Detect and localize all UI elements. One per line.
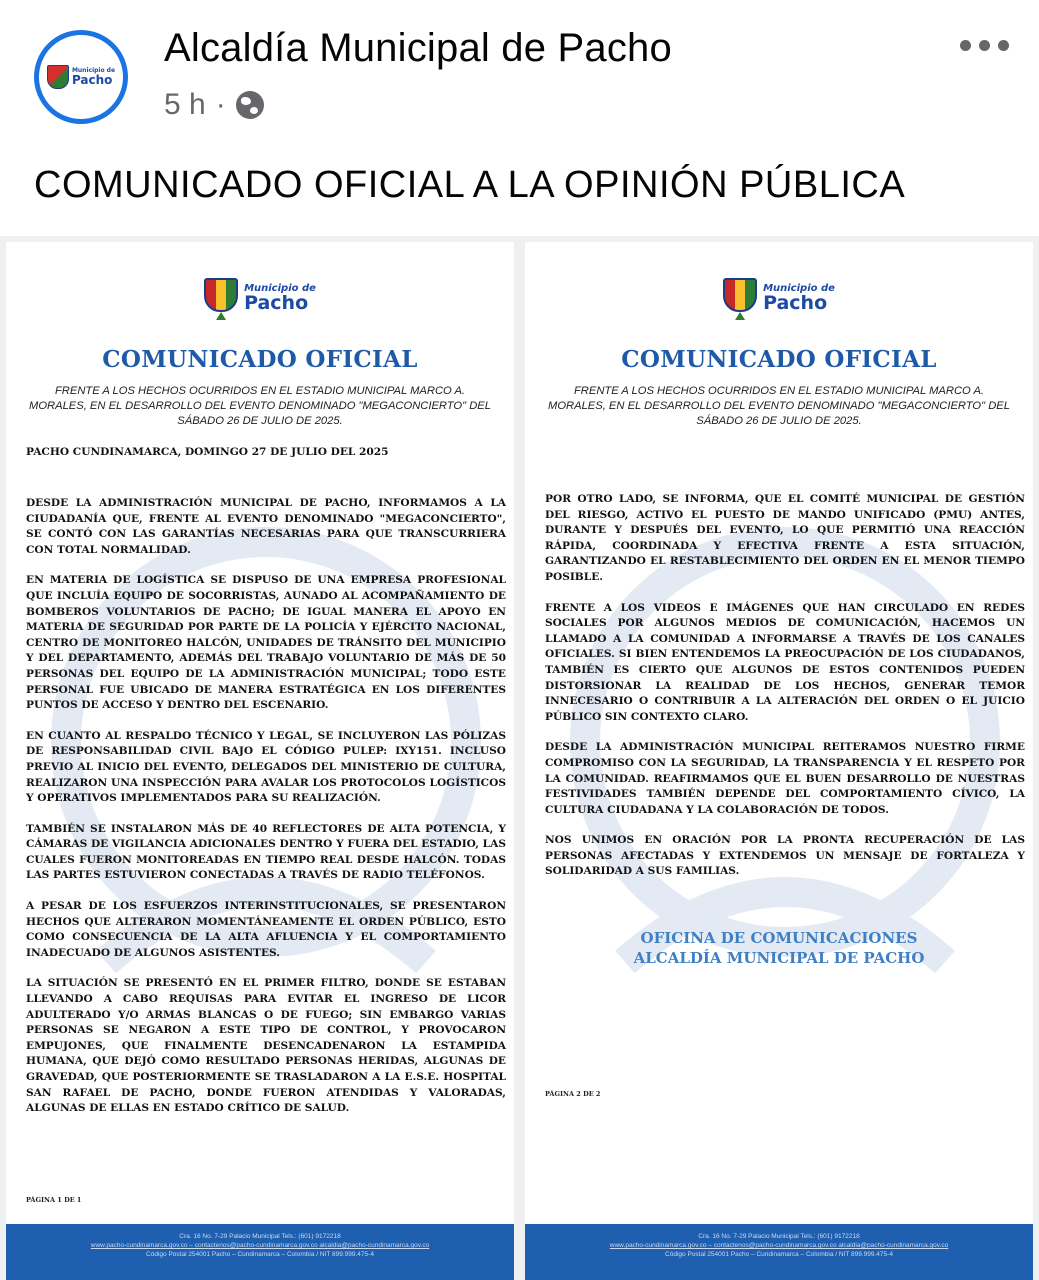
more-options-button[interactable] xyxy=(960,40,1009,51)
document-logo xyxy=(525,278,1033,318)
document-page-2[interactable] xyxy=(525,242,1033,1280)
document-title: COMUNICADO OFICIAL xyxy=(621,346,937,373)
more-dot-icon xyxy=(960,40,971,51)
coat-of-arms-icon xyxy=(47,65,69,89)
document-footer xyxy=(525,1224,1033,1280)
avatar-logo-small: Municipio de xyxy=(71,67,116,74)
document-body xyxy=(545,492,1025,895)
signature-line-2: ALCALDÍA MUNICIPAL DE PACHO xyxy=(633,949,925,967)
footer-links: www.pacho-cundinamarca.gov.co – contactenos@pacho-cundinamarca.gov.co alcaldia@pacho-cundinamarca.gov.co xyxy=(90,1242,430,1249)
document-subtitle: FRENTE A LOS HECHOS OCURRIDOS EN EL ESTADIO MUNICIPAL MARCO A. MORALES, EN EL DESARROLLO DEL EVENTO DENOMINADO "MEGACONCIERTO" DEL SÁBADO 26 DE JULIO DE 2025. xyxy=(548,385,1010,427)
more-dot-icon xyxy=(979,40,990,51)
post-time[interactable]: 5 h xyxy=(164,88,206,121)
page-name-link[interactable]: Alcaldía Municipal de Pacho xyxy=(164,26,672,70)
body-paragraph: EN MATERIA DE LOGÍSTICA SE DISPUSO DE UNA EMPRESA PROFESIONAL QUE INCLUÍA EQUIPO DE SOCORRISTAS, AUNADO AL ACOMPAÑAMIENTO DE BOMBEROS VOLUNTARIOS DE PACHO; DE IGUAL MANERA EL APOYO EN MATERIA DE SEGURIDAD POR PARTE DE LA POLICÍA Y EJÉRCITO NACIONAL, CENTRO DE MONITOREO HALCÓN, UNIDADES DE TRÁNSITO DEL MUNICIPIO Y DEL DEPARTAMENTO, ADEMÁS DEL TRABAJO VOLUNTARIO DE MÁS DE 50 PERSONAS DEL EQUIPO DE LA ADMINISTRACIÓN MUNICIPAL; TODO ESTE PERSONAL FUE UBICADO DE MANERA ESTRATÉGICA EN LOS DIFERENTES PUNTOS DE ACCESO Y DENTRO DEL ESCENARIO. xyxy=(26,574,506,712)
document-subtitle: FRENTE A LOS HECHOS OCURRIDOS EN EL ESTADIO MUNICIPAL MARCO A. MORALES, EN EL DESARROLLO DEL EVENTO DENOMINADO "MEGACONCIERTO" DEL SÁBADO 26 DE JULIO DE 2025. xyxy=(29,385,491,427)
document-date: PACHO CUNDINAMARCA, DOMINGO 27 DE JULIO DEL 2025 xyxy=(26,446,389,458)
post-header xyxy=(0,0,1039,150)
footer-postal: Código Postal 254001 Pacho – Cundinamarca – Colombia / NIT 899.999.475-4 xyxy=(146,1251,374,1258)
body-paragraph: EN CUANTO AL RESPALDO TÉCNICO Y LEGAL, SE INCLUYERON LAS PÓLIZAS DE RESPONSABILIDAD CIVIL BAJO EL CÓDIGO PULEP: IXY151. INCLUSO PREVIO AL INICIO DEL EVENTO, DELEGADOS DEL MINISTERIO DE CULTURA, REALIZARON UNA INSPECCIÓN PARA AVALAR LOS PROTOCOLOS LOGÍSTICOS Y OPERATIVOS IMPLEMENTADOS PARA SU REALIZACIÓN. xyxy=(26,729,506,805)
footer-links: www.pacho-cundinamarca.gov.co – contactenos@pacho-cundinamarca.gov.co alcaldia@pacho-cundinamarca.gov.co xyxy=(609,1242,949,1249)
logo-big-text: Pacho xyxy=(763,291,828,314)
document-body xyxy=(26,496,506,1132)
avatar-logo-big: Pacho xyxy=(71,73,113,87)
meta-separator: · xyxy=(215,88,226,121)
post-meta xyxy=(164,88,264,122)
logo-small-text: Municipio de xyxy=(763,282,835,294)
body-paragraph: NOS UNIMOS EN ORACIÓN POR LA PRONTA RECUPERACIÓN DE LAS PERSONAS AFECTADAS Y EXTENDEMOS UN MENSAJE DE FORTALEZA Y SOLIDARIDAD A SUS FAMILIAS. xyxy=(545,834,1025,878)
avatar-logo xyxy=(47,65,115,89)
document-page-1[interactable] xyxy=(6,242,514,1280)
document-title: COMUNICADO OFICIAL xyxy=(102,346,418,373)
page-avatar[interactable] xyxy=(34,30,128,124)
globe-icon[interactable] xyxy=(236,91,264,119)
body-paragraph: POR OTRO LADO, SE INFORMA, QUE EL COMITÉ MUNICIPAL DE GESTIÓN DEL RIESGO, ACTIVO EL PUESTO DE MANDO UNIFICADO (PMU) ANTES, DURANTE Y DESPUÉS DEL EVENTO, LO QUE PERMITIÓ UNA REACCIÓN RÁPIDA, COORDINADA Y EFECTIVA FRENTE A ESTA SITUACIÓN, GARANTIZANDO EL RESTABLECIMIENTO DEL ORDEN EN EL MENOR TIEMPO POSIBLE. xyxy=(545,493,1025,583)
signature-line-1: OFICINA DE COMUNICACIONES xyxy=(640,929,918,947)
post-image-gallery[interactable] xyxy=(0,236,1039,1280)
body-paragraph: FRENTE A LOS VIDEOS E IMÁGENES QUE HAN CIRCULADO EN REDES SOCIALES POR ALGUNOS MEDIOS DE COMUNICACIÓN, HACEMOS UN LLAMADO A LA COMUNIDAD A INFORMARSE A TRAVÉS DE LOS CANALES OFICIALES. SI BIEN ENTENDEMOS LA PREOCUPACIÓN DE LOS CIUDADANOS, TAMBIÉN ES CIERTO QUE ALGUNOS DE ESTOS CONTENIDOS PUEDEN DISTORSIONAR LA REALIDAD DE LOS HECHOS, GENERAR TEMOR INNECESARIO O CONTRIBUIR A LA ALTERACIÓN DEL ORDEN O EL JUICIO PÚBLICO SIN CONTEXTO CLARO. xyxy=(545,601,1025,723)
page-number: PÁGINA 1 DE 1 xyxy=(26,1196,82,1204)
document-footer xyxy=(6,1224,514,1280)
body-paragraph: DESDE LA ADMINISTRACIÓN MUNICIPAL DE PACHO, INFORMAMOS A LA CIUDADANÍA QUE, FRENTE AL EVENTO DENOMINADO "MEGACONCIERTO", SE CONTÓ CON LAS GARANTÍAS NECESARIAS PARA QUE TRANSCURRIERA CON TOTAL NORMALIDAD. xyxy=(26,497,506,556)
page-number: PÁGINA 2 DE 2 xyxy=(545,1090,601,1098)
body-paragraph: DESDE LA ADMINISTRACIÓN MUNICIPAL REITERAMOS NUESTRO FIRME COMPROMISO CON LA SEGURIDAD, LA TRANSPARENCIA Y EL RESPETO POR LA COMUNIDAD. REAFIRMAMOS QUE EL BUEN DESARROLLO DE NUESTRAS FESTIVIDADES TAMBIÉN DEPENDE DEL COMPORTAMIENTO CÍVICO, LA CULTURA CIUDADANA Y LA COLABORACIÓN DE TODOS. xyxy=(545,741,1025,816)
footer-address: Cra. 16 No. 7-29 Palacio Municipal Tels.: (601) 9172218 xyxy=(698,1233,860,1240)
footer-address: Cra. 16 No. 7-29 Palacio Municipal Tels.: (601) 9172218 xyxy=(179,1233,341,1240)
body-paragraph: A PESAR DE LOS ESFUERZOS INTERINSTITUCIONALES, SE PRESENTARON HECHOS QUE ALTERARON MOMENTÁNEAMENTE EL ORDEN PÚBLICO, ESTO COMO CONSECUENCIA DE LA ALTA AFLUENCIA Y EL COMPORTAMIENTO INADECUADO DE ALGUNOS ASISTENTES. xyxy=(26,900,506,959)
logo-small-text: Municipio de xyxy=(244,282,316,294)
document-logo xyxy=(6,278,514,318)
footer-postal: Código Postal 254001 Pacho – Cundinamarca – Colombia / NIT 899.999.475-4 xyxy=(665,1251,893,1258)
more-dot-icon xyxy=(998,40,1009,51)
body-paragraph: TAMBIÉN SE INSTALARON MÁS DE 40 REFLECTORES DE ALTA POTENCIA, Y CÁMARAS DE VIGILANCIA ADICIONALES DENTRO Y FUERA DEL ESTADIO, LAS CUALES FUERON MONITOREADAS EN TIEMPO REAL DESDE HALCÓN. TODAS LAS PARTES ESTUVIERON CONECTADAS A TRAVÉS DE RADIO TELÉFONOS. xyxy=(26,822,506,882)
coat-of-arms-icon xyxy=(723,278,757,318)
post-text: COMUNICADO OFICIAL A LA OPINIÓN PÚBLICA xyxy=(34,164,906,206)
coat-of-arms-icon xyxy=(204,278,238,318)
logo-big-text: Pacho xyxy=(244,291,309,314)
body-paragraph: LA SITUACIÓN SE PRESENTÓ EN EL PRIMER FILTRO, DONDE SE ESTABAN LLEVANDO A CABO REQUISAS PARA EVITAR EL INGRESO DE LICOR ADULTERADO Y/O ARMAS BLANCAS O DE FUEGO; SIN EMBARGO VARIAS PERSONAS SE NEGARON A ESTE TIPO DE CONTROL, Y PROVOCARON EMPUJONES, QUE FINALMENTE DESENCADENARON LA ESTAMPIDA HUMANA, QUE DEJÓ COMO RESULTADO PERSONAS HERIDAS, ALGUNAS DE GRAVEDAD, QUE POSTERIORMENTE SE TRASLADARON A LA E.S.E. HOSPITAL SAN RAFAEL DE PACHO, DONDE FUERON ATENDIDAS Y VALORADAS, ALGUNAS DE ELLAS EN ESTADO CRÍTICO DE SALUD. xyxy=(26,977,506,1115)
document-signature xyxy=(525,928,1033,968)
